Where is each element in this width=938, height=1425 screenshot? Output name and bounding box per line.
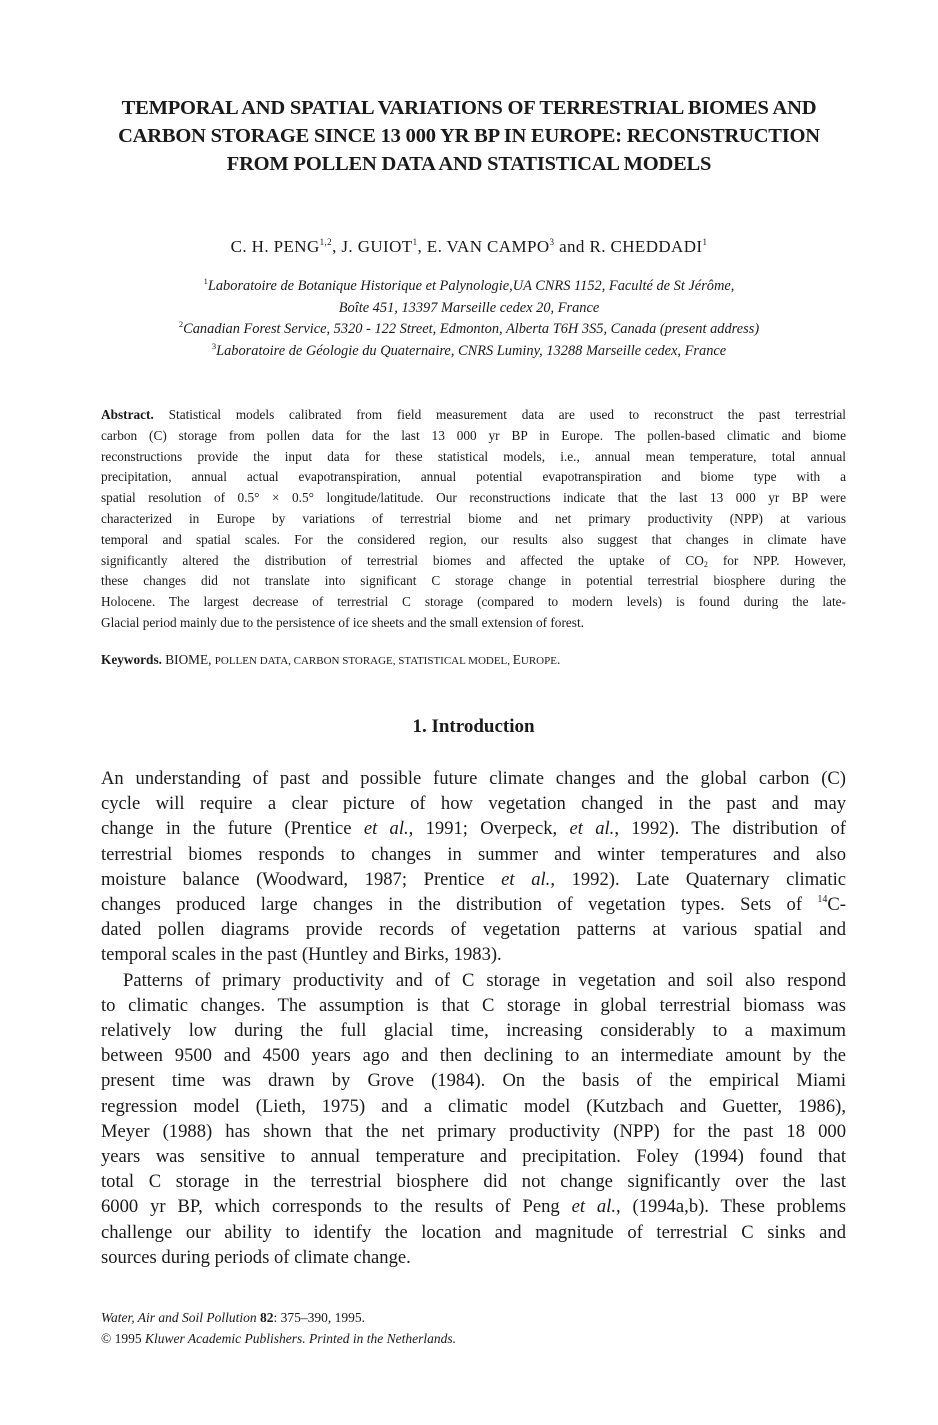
body-text-run: C- <box>827 894 846 916</box>
author-name: , E. VAN CAMPO <box>417 237 550 256</box>
citation-etal: et al. <box>363 818 409 840</box>
abstract-line: characterized in Europe by variations of terrestrial biome and net primary productivity (NPP) at various <box>101 510 846 526</box>
copyright-year: © 1995 <box>101 1331 146 1346</box>
affiliation-mark: 1 <box>203 276 208 286</box>
journal-name: Water, Air and Soil Pollution <box>101 1310 257 1325</box>
body-text-run: , 1992). The distribution of <box>614 818 846 840</box>
journal-footer <box>101 1307 456 1349</box>
body-line: relatively low during the full glacial time, increasing considerably to a maximum <box>101 1020 846 1042</box>
body-line: to climatic changes. The assumption is that C storage in global terrestrial biomass was <box>101 994 846 1016</box>
affiliation-line <box>90 319 848 341</box>
keyword: . <box>556 652 561 667</box>
affiliation-list <box>90 276 848 362</box>
author-affiliation-mark: 3 <box>549 237 555 247</box>
citation-line <box>101 1307 456 1328</box>
citation-etal: et al. <box>569 818 615 840</box>
body-line: temporal scales in the past (Huntley and Birks, 1983). <box>101 944 502 966</box>
affiliation-mark: 3 <box>211 340 217 351</box>
body-line: terrestrial biomes responds to changes in summer and winter temperatures and also <box>101 843 846 865</box>
author-name: and R. CHEDDADI <box>554 237 703 256</box>
abstract-text: Statistical models calibrated from field measurement data are used to reconstruct the past terrestrial <box>153 407 846 422</box>
abstract-line <box>101 551 846 572</box>
body-line <box>101 1194 846 1219</box>
abstract-line: spatial resolution of 0.5° × 0.5° longitude/latitude. Our reconstructions indicate that the last 13 000 yr BP were <box>101 490 846 506</box>
author-affiliation-mark: 1 <box>412 237 418 247</box>
keywords-label: Keywords. <box>101 652 162 667</box>
author-affiliation-mark: 1,2 <box>319 237 333 247</box>
journal-volume: 82 <box>256 1310 274 1325</box>
abstract-line: Glacial period mainly due to the persistence of ice sheets and the small extension of forest. <box>101 614 584 630</box>
abstract-line: carbon (C) storage from pollen data for the last 13 000 yr BP in Europe. The pollen-based climatic and biome <box>101 427 846 443</box>
author-name: , J. GUIOT <box>332 237 413 256</box>
body-line: present time was drawn by Grove (1984). On the basis of the empirical Miami <box>101 1070 846 1092</box>
abstract-text: for NPP. However, <box>707 552 846 568</box>
affiliation-line <box>90 276 848 298</box>
keywords <box>101 650 846 671</box>
abstract-label: Abstract. <box>101 407 154 422</box>
body-text-run: moisture balance (Woodward, 1987; Prentice <box>101 868 502 890</box>
body-line: sources during periods of climate change. <box>101 1246 411 1268</box>
body-text-run: 6000 yr BP, which corresponds to the results of Peng <box>101 1196 572 1218</box>
body-line: total C storage in the terrestrial biosphere did not change significantly over the last <box>101 1171 846 1193</box>
abstract <box>101 405 846 634</box>
body-line <box>101 816 846 841</box>
citation-etal: et al. <box>571 1196 616 1218</box>
body-line: years was sensitive to annual temperature and precipitation. Foley (1994) found that <box>101 1146 846 1168</box>
body-line: Meyer (1988) has shown that the net primary productivity (NPP) for the past 18 000 <box>101 1120 846 1142</box>
body-line <box>101 867 846 892</box>
affiliation-text: Boîte 451, 13397 Marseille cedex 20, France <box>338 299 600 316</box>
paper-title <box>90 94 848 178</box>
co2-subscript: 2 <box>703 559 708 569</box>
isotope-superscript: 14 <box>817 894 828 906</box>
affiliation-text: Laboratoire de Botanique Historique et Palynologie,UA CNRS 1152, Faculté de St Jérôme, <box>207 278 735 294</box>
abstract-text: significantly altered the distribution of terrestrial biomes and affected the uptake of CO <box>101 552 704 568</box>
body-text <box>101 766 846 1270</box>
body-text-run: , (1994a,b). These problems <box>616 1196 846 1218</box>
abstract-line: reconstructions provide the input data for these statistical models, i.e., annual mean temperature, total annual <box>101 448 846 464</box>
affiliation-line <box>90 341 848 363</box>
affiliation-mark: 2 <box>178 319 184 329</box>
section-heading: 1. Introduction <box>412 716 535 737</box>
body-line <box>101 892 846 917</box>
author-name: C. H. PENG <box>230 237 320 256</box>
affiliation-text: Canadian Forest Service, 5320 - 122 Street, Edmonton, Alberta T6H 3S5, Canada (present address) <box>183 321 760 337</box>
body-line: Patterns of primary productivity and of C storage in vegetation and soil also respond <box>123 969 846 991</box>
title-line: CARBON STORAGE SINCE 13 000 YR BP IN EUROPE: RECONSTRUCTION <box>118 125 820 147</box>
body-line: dated pollen diagrams provide records of vegetation patterns at various spatial and <box>101 919 846 941</box>
journal-pages: : 375–390, 1995. <box>273 1310 366 1325</box>
copyright-line <box>101 1328 456 1349</box>
keyword: POLLEN DATA, CARBON STORAGE, STATISTICAL MODEL, <box>214 655 513 667</box>
body-line: regression model (Lieth, 1975) and a climatic model (Kutzbach and Guetter, 1986), <box>101 1095 846 1117</box>
body-text-run: change in the future (Prentice <box>101 818 364 840</box>
title-line: FROM POLLEN DATA AND STATISTICAL MODELS <box>226 153 712 175</box>
affiliation-text: Laboratoire de Géologie du Quaternaire, CNRS Luminy, 13288 Marseille cedex, France <box>216 342 727 359</box>
body-text-run: , 1991; Overpeck, <box>408 818 570 840</box>
body-line: An understanding of past and possible future climate changes and the global carbon (C) <box>101 768 846 789</box>
body-text-run: changes produced large changes in the distribution of vegetation types. Sets of <box>101 894 818 916</box>
keyword: BIOME, <box>161 652 215 667</box>
body-line: between 9500 and 4500 years ago and then declining to an intermediate amount by the <box>101 1045 846 1067</box>
author-affiliation-mark: 1 <box>702 237 708 247</box>
keyword: E <box>512 652 521 667</box>
body-text-run: , 1992). Late Quaternary climatic <box>550 868 846 890</box>
author-list <box>90 237 848 257</box>
abstract-line: Holocene. The largest decrease of terrestrial C storage (compared to modern levels) is found during the late- <box>101 594 846 610</box>
publisher: Kluwer Academic Publishers. Printed in the Netherlands. <box>145 1331 456 1346</box>
abstract-line <box>101 405 846 426</box>
keyword: UROPE <box>520 655 557 667</box>
title-line: TEMPORAL AND SPATIAL VARIATIONS OF TERRESTRIAL BIOMES AND <box>121 97 817 119</box>
abstract-line: these changes did not translate into significant C storage change in potential terrestrial biosphere during the <box>101 573 846 589</box>
body-line: challenge our ability to identify the location and magnitude of terrestrial C sinks and <box>101 1221 846 1243</box>
affiliation-line <box>90 298 848 320</box>
abstract-line: precipitation, annual actual evapotranspiration, annual potential evapotranspiration and biome type with a <box>101 469 846 485</box>
body-line: cycle will require a clear picture of how vegetation changed in the past and may <box>101 793 846 815</box>
citation-etal: et al. <box>501 868 551 890</box>
abstract-line: temporal and spatial scales. For the considered region, our results also suggest that changes in climate have <box>101 531 846 547</box>
